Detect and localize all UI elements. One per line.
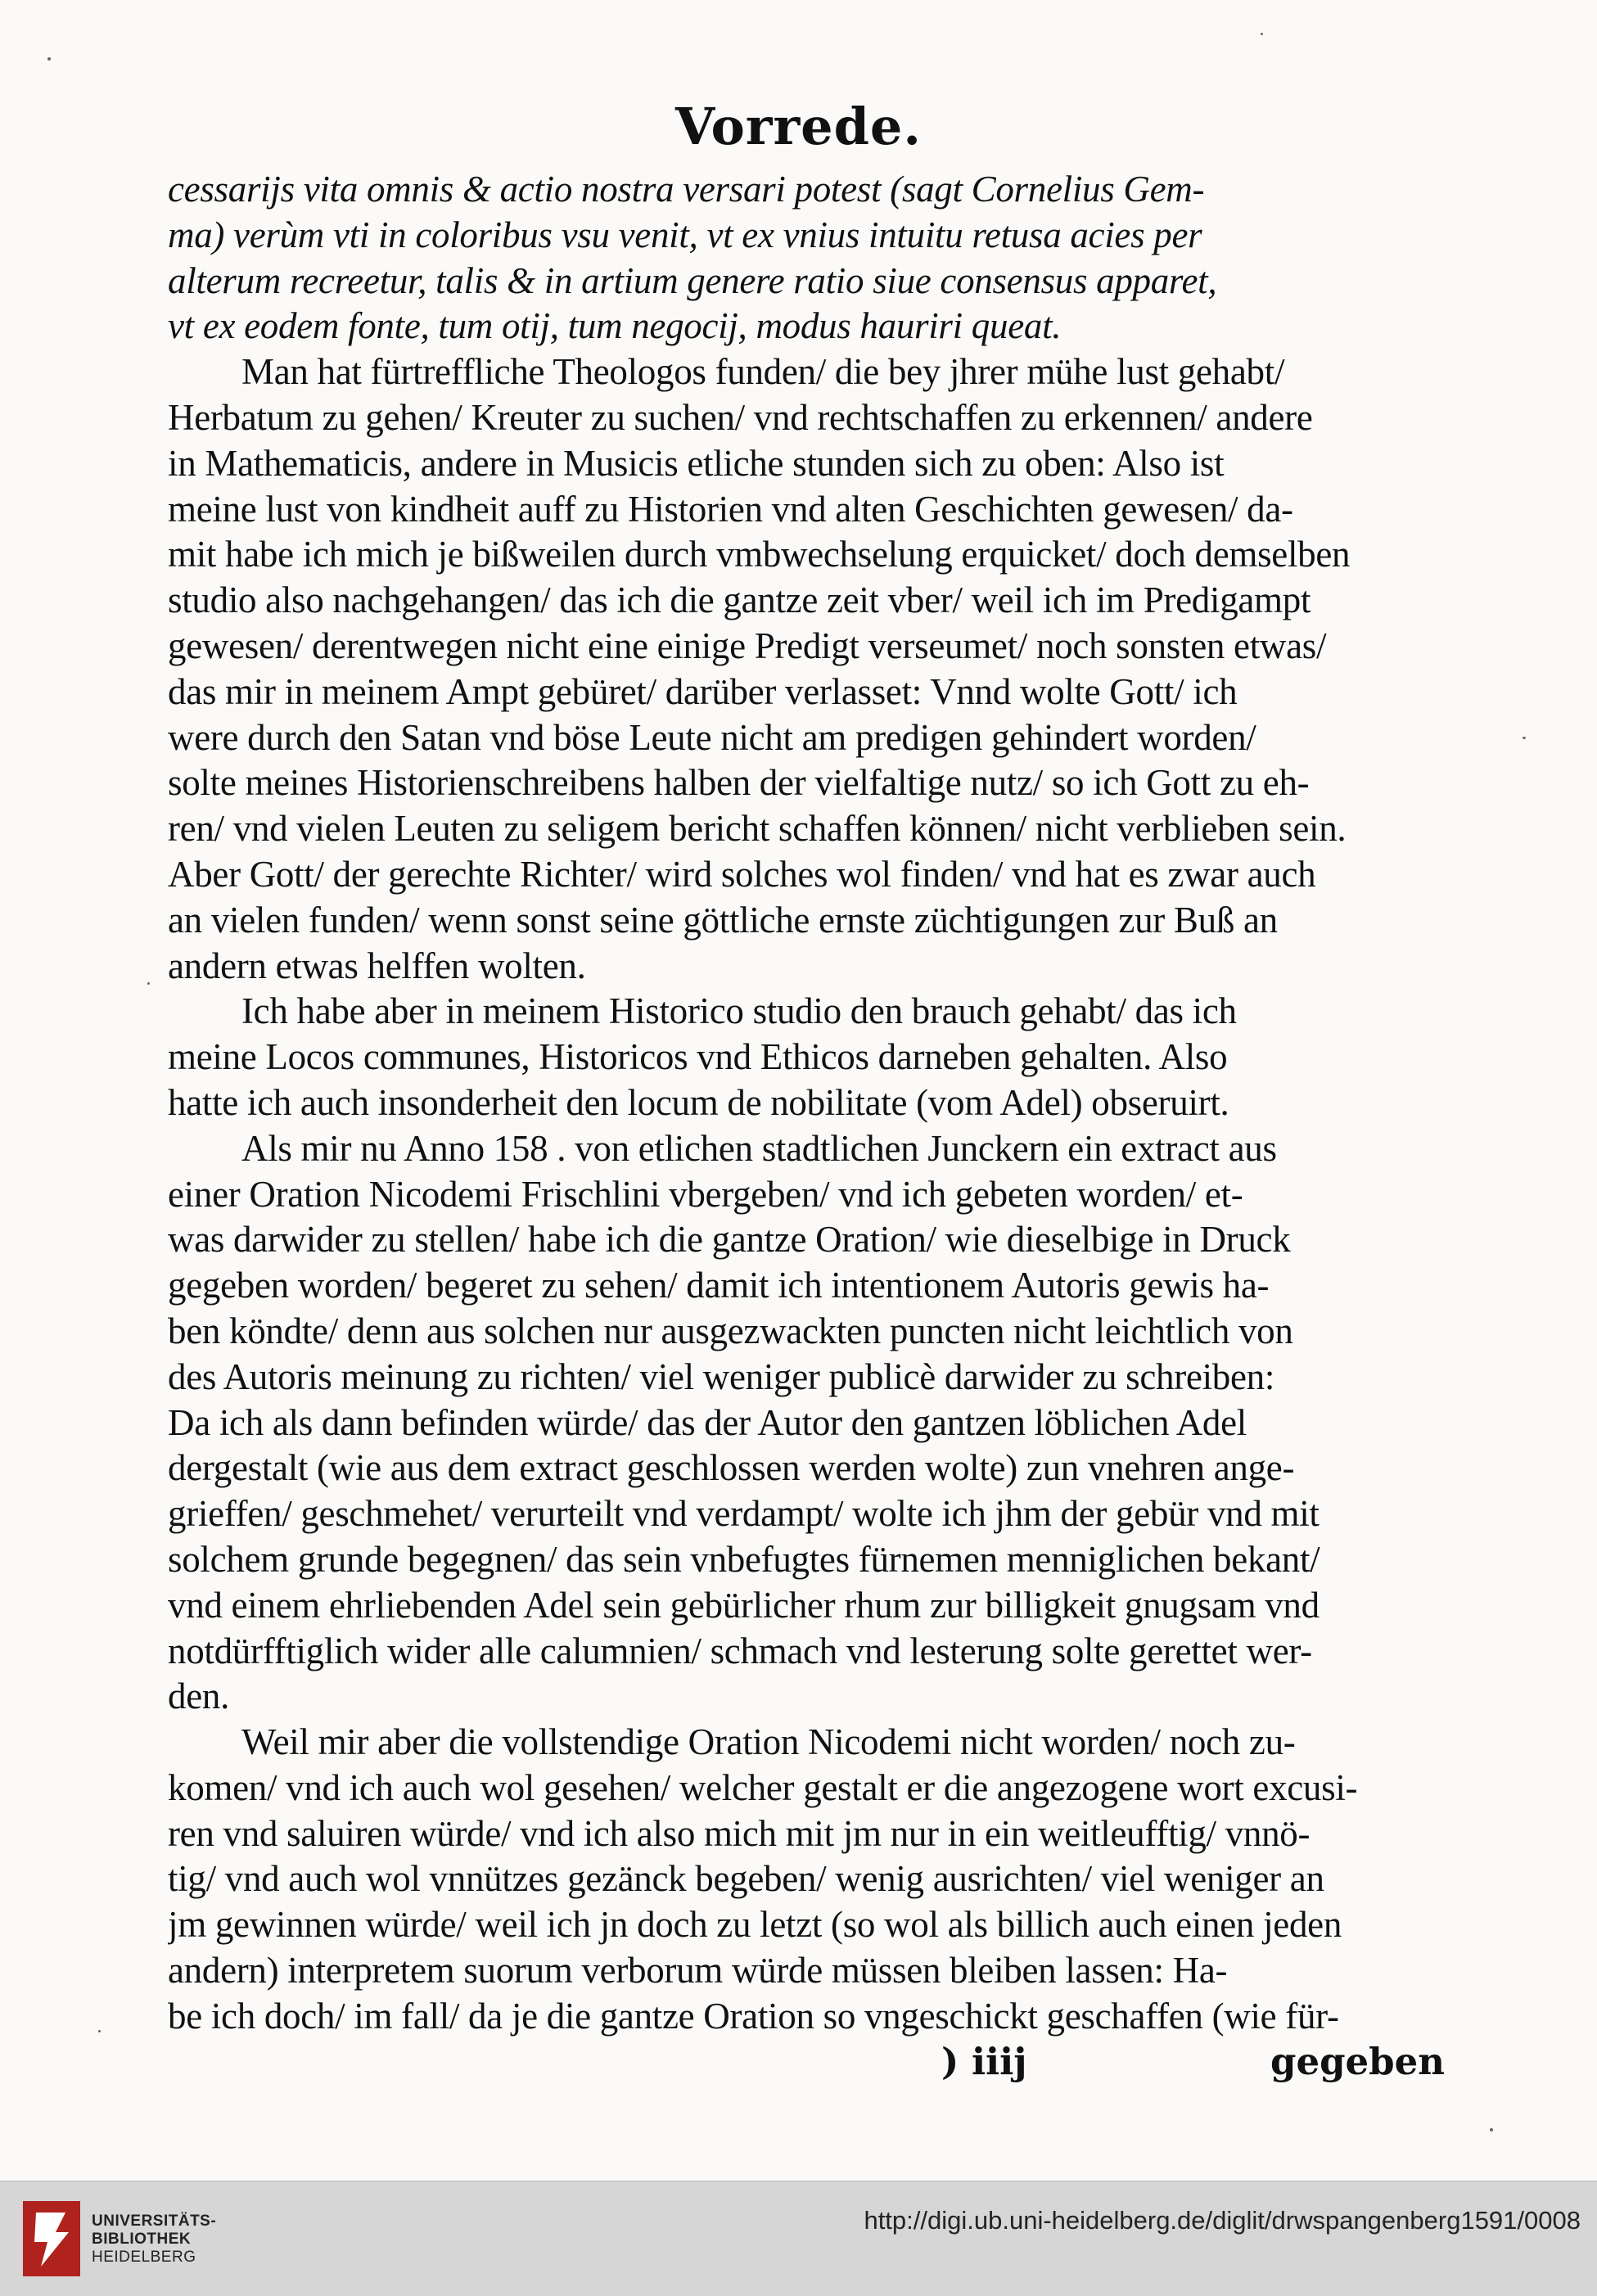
text-line: be ich doch/ im fall/ da je die gantze Oration so vngeschickt geschaffen (wie für-	[168, 1995, 1339, 2037]
text-line: ben köndte/ denn aus solchen nur ausgezwackten puncten nicht leichtlich von	[168, 1310, 1293, 1351]
text-line: vt ex eodem fonte, tum otij, tum negocij, modus hauriri queat.	[168, 305, 1062, 347]
page-footer-line	[168, 2040, 1445, 2089]
text-line: komen/ vnd ich auch wol gesehen/ welcher gestalt er die angezogene wort excusi-	[168, 1766, 1358, 1808]
text-line: was darwider zu stellen/ habe ich die gantze Oration/ wie dieselbige in Druck	[168, 1219, 1291, 1261]
scan-speck	[147, 982, 150, 985]
text-line: vnd einem ehrliebenden Adel sein gebürlicher rhum zur billigkeit gnugsam vnd	[168, 1584, 1320, 1626]
logo-line-1: UNIVERSITÄTS-	[92, 2213, 217, 2230]
logo-line-3: HEIDELBERG	[92, 2249, 196, 2266]
viewer-footer-bar	[0, 2181, 1597, 2296]
scan-speck	[1523, 737, 1526, 739]
text-line: Man hat fürtreffliche Theologos funden/ die bey jhrer mühe lust gehabt/	[241, 351, 1285, 393]
text-line: andern) interpretem suorum verborum würde müssen bleiben lassen: Ha-	[168, 1950, 1228, 1992]
text-line: meine lust von kindheit auff zu Historien vnd alten Geschichten gewesen/ da-	[168, 488, 1293, 530]
text-line: ma) verùm vti in coloribus vsu venit, vt ex vnius intuitu retusa acies per	[168, 214, 1202, 255]
text-line: meine Locos communes, Historicos vnd Ethicos darneben gehalten. Also	[168, 1036, 1228, 1078]
text-line: Ich habe aber in meinem Historico studio den brauch gehabt/ das ich	[241, 990, 1237, 1032]
text-line: solchem grunde begegnen/ das sein vnbefugtes fürnemen menniglichen bekant/	[168, 1538, 1320, 1580]
text-line: Weil mir aber die vollstendige Oration Nicodemi nicht worden/ noch zu-	[241, 1721, 1296, 1763]
scan-speck	[47, 57, 51, 61]
text-line: des Autoris meinung zu richten/ viel weniger publicè darwider zu schreiben:	[168, 1355, 1275, 1397]
text-line: jm gewinnen würde/ weil ich jn doch zu letzt (so wol als billich auch einen jeden	[168, 1904, 1342, 1946]
text-line: in Mathematicis, andere in Musicis etliche stunden sich zu oben: Also ist	[168, 442, 1225, 484]
text-line: an vielen funden/ wenn sonst seine göttliche ernste züchtigungen zur Buß an	[168, 899, 1278, 941]
text-line: Da ich als dann befinden würde/ das der Autor den gantzen löblichen Adel	[168, 1401, 1247, 1443]
text-line: andern etwas helffen wolten.	[168, 945, 586, 986]
text-line: dergestalt (wie aus dem extract geschlossen werden wolte) zun vnehren ange-	[168, 1447, 1295, 1489]
scan-speck	[1490, 2128, 1493, 2131]
text-line: einer Oration Nicodemi Frischlini vbergeben/ vnd ich gebeten worden/ et-	[168, 1173, 1243, 1215]
catchword: gegeben	[1270, 2040, 1445, 2083]
text-line: ren/ vnd vielen Leuten zu seligem bericht schaffen können/ nicht verblieben sein.	[168, 808, 1347, 850]
page-header: Vorrede.	[675, 97, 922, 156]
text-line: studio also nachgehangen/ das ich die gantze zeit vber/ weil ich im Predigampt	[168, 580, 1311, 621]
text-line: gegeben worden/ begeret zu sehen/ damit ich intentionem Autoris gewis ha-	[168, 1265, 1270, 1306]
text-line: solte meines Historienschreibens halben der vielfaltige nutz/ so ich Gott zu eh-	[168, 762, 1310, 804]
text-line: hatte ich auch insonderheit den locum de nobilitate (vom Adel) obseruirt.	[168, 1081, 1229, 1123]
text-line: mit habe ich mich je bißweilen durch vmbwechselung erquicket/ doch demselben	[168, 534, 1351, 575]
text-line: ren vnd saluiren würde/ vnd ich also mich mit jm nur in ein weitleufftig/ vnnö-	[168, 1812, 1311, 1854]
scan-speck	[98, 2030, 101, 2032]
signature-mark: ) iiij	[941, 2040, 1027, 2083]
page-body	[168, 167, 1445, 2040]
text-line: den.	[168, 1676, 230, 1717]
logo-line-2: BIBLIOTHEK	[92, 2231, 192, 2248]
text-line: Aber Gott/ der gerechte Richter/ wird solches wol finden/ vnd hat es zwar auch	[168, 853, 1316, 895]
text-line: cessarijs vita omnis & actio nostra versari potest (sagt Cornelius Gem-	[168, 169, 1205, 210]
scan-speck	[1261, 33, 1263, 35]
text-line: alterum recreetur, talis & in artium genere ratio siue consensus apparet,	[168, 259, 1217, 301]
text-line: notdürfftiglich wider alle calumnien/ schmach vnd lesterung solte gerettet wer-	[168, 1630, 1312, 1671]
text-line: tig/ vnd auch wol vnnützes gezänck begeben/ wenig ausrichten/ viel weniger an	[168, 1858, 1324, 1900]
text-line: were durch den Satan vnd böse Leute nicht am predigen gehindert worden/	[168, 716, 1256, 758]
library-logo-icon	[23, 2201, 80, 2276]
permalink-url[interactable]: http://digi.ub.uni-heidelberg.de/diglit/drwspangenberg1591/0008	[864, 2206, 1581, 2235]
library-logo-text	[92, 2213, 216, 2267]
text-line: gewesen/ derentwegen nicht eine einige Predigt verseumet/ noch sonsten etwas/	[168, 625, 1327, 666]
text-line: Herbatum zu gehen/ Kreuter zu suchen/ vnd rechtschaffen zu erkennen/ andere	[168, 396, 1313, 438]
text-line: Als mir nu Anno 158 . von etlichen stadtlichen Junckern ein extract aus	[241, 1127, 1277, 1169]
text-line: grieffen/ geschmehet/ verurteilt vnd verdampt/ wolte ich jhm der gebür vnd mit	[168, 1493, 1320, 1535]
text-line: das mir in meinem Ampt gebüret/ darüber verlasset: Vnnd wolte Gott/ ich	[168, 670, 1238, 712]
